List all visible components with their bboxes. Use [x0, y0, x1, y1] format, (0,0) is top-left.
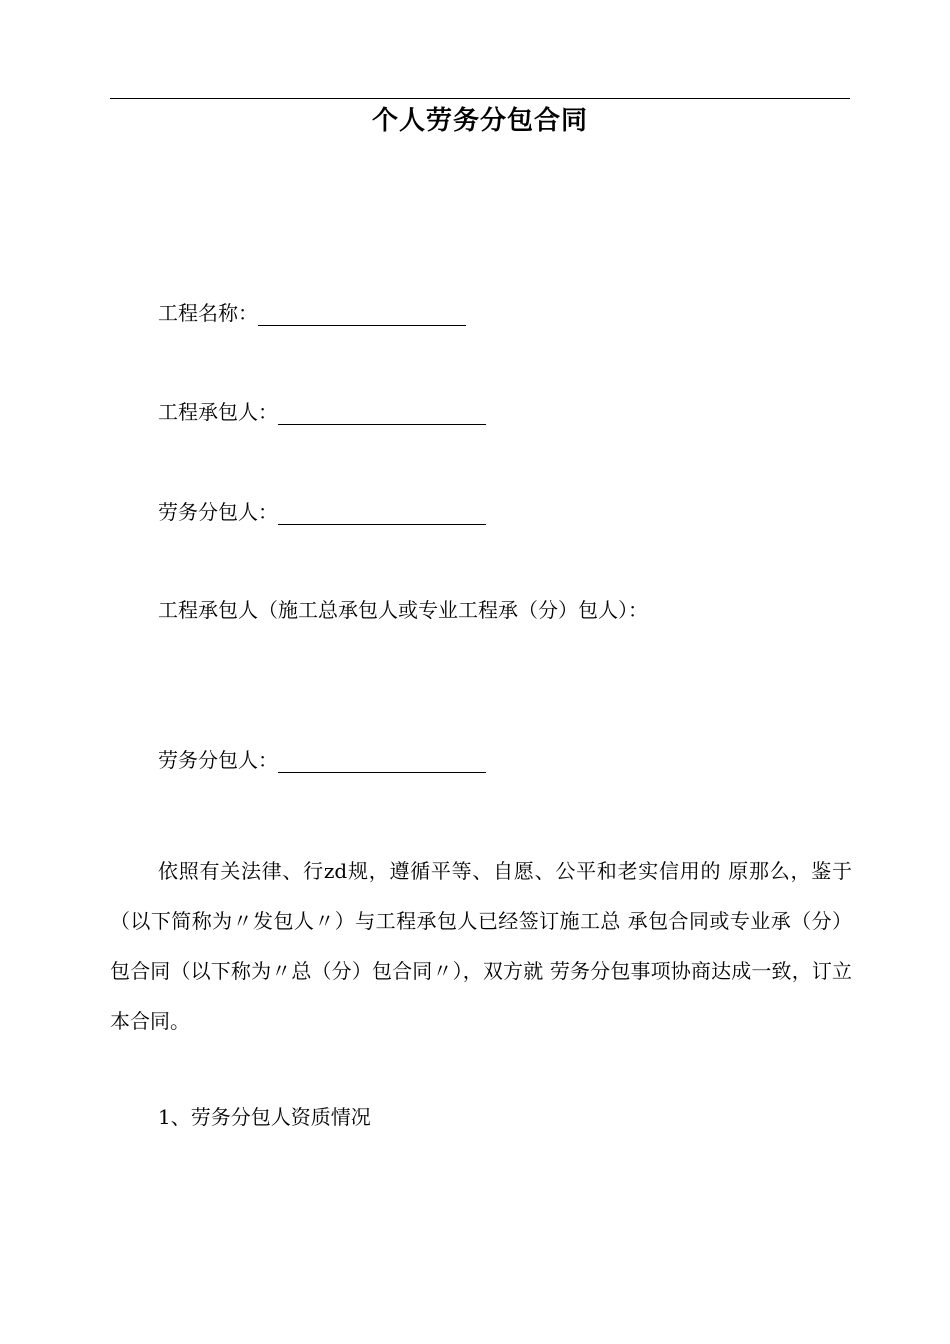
- project-name-field: [158, 300, 466, 326]
- subcontractor-label: 劳务分包人：: [158, 500, 278, 524]
- subcontractor-field-2: [158, 747, 486, 773]
- contractor-field: [158, 399, 486, 425]
- subcontractor-label-2: 劳务分包人：: [158, 748, 278, 772]
- contractor-blank: [278, 406, 486, 425]
- contractor-label: 工程承包人：: [158, 400, 278, 424]
- section-heading-1: 1、劳务分包人资质情况: [158, 1105, 371, 1129]
- subcontractor-blank-2: [278, 754, 486, 773]
- subcontractor-field: [158, 499, 486, 525]
- preamble-paragraph: 依照有关法律、行zd规，遵循平等、自愿、公平和老实信用的 原那么，鉴于（以下简称为〃发包人〃）与工程承包人已经签订施工总 承包合同或专业承（分）包合同（以下称为〃总（分）包合同〃），双方就 劳务分包事项协商达成一致，订立本合同。: [110, 859, 852, 1033]
- subcontractor-blank: [278, 506, 486, 525]
- document-title: 个人劳务分包合同: [371, 106, 588, 136]
- project-name-label: 工程名称：: [158, 301, 258, 325]
- contractor-note: 工程承包人（施工总承包人或专业工程承（分）包人）：: [158, 598, 648, 622]
- header-rule: [110, 98, 850, 99]
- project-name-blank: [258, 307, 466, 326]
